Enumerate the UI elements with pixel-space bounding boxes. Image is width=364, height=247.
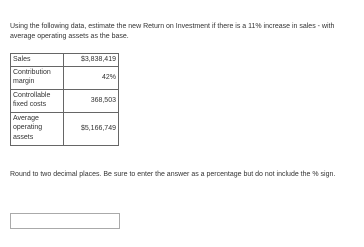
average-operating-assets-label: Average operating assets xyxy=(11,112,64,145)
contribution-margin-label: Contribution margin xyxy=(11,66,64,89)
table-row-controllable-fixed-costs xyxy=(11,89,119,112)
data-table xyxy=(10,53,119,146)
instructions-text: Round to two decimal places. Be sure to enter the answer as a percentage but do not include the % sign. xyxy=(10,171,336,178)
average-operating-assets-value: $5,166,749 xyxy=(64,112,119,145)
contribution-margin-value: 42% xyxy=(64,66,119,89)
table-row-contribution-margin xyxy=(11,66,119,89)
table-row-sales xyxy=(11,54,119,67)
controllable-fixed-costs-label: Controllable fixed costs xyxy=(11,89,64,112)
table-row-average-operating-assets xyxy=(11,112,119,145)
sales-label: Sales xyxy=(11,54,64,67)
sales-value: $3,838,419 xyxy=(64,54,119,67)
controllable-fixed-costs-value: 368,503 xyxy=(64,89,119,112)
question-text: Using the following data, estimate the new Return on Investment if there is a 11% increase in sales - with average operating assets as the base. xyxy=(10,23,335,40)
answer-input[interactable] xyxy=(10,213,120,229)
